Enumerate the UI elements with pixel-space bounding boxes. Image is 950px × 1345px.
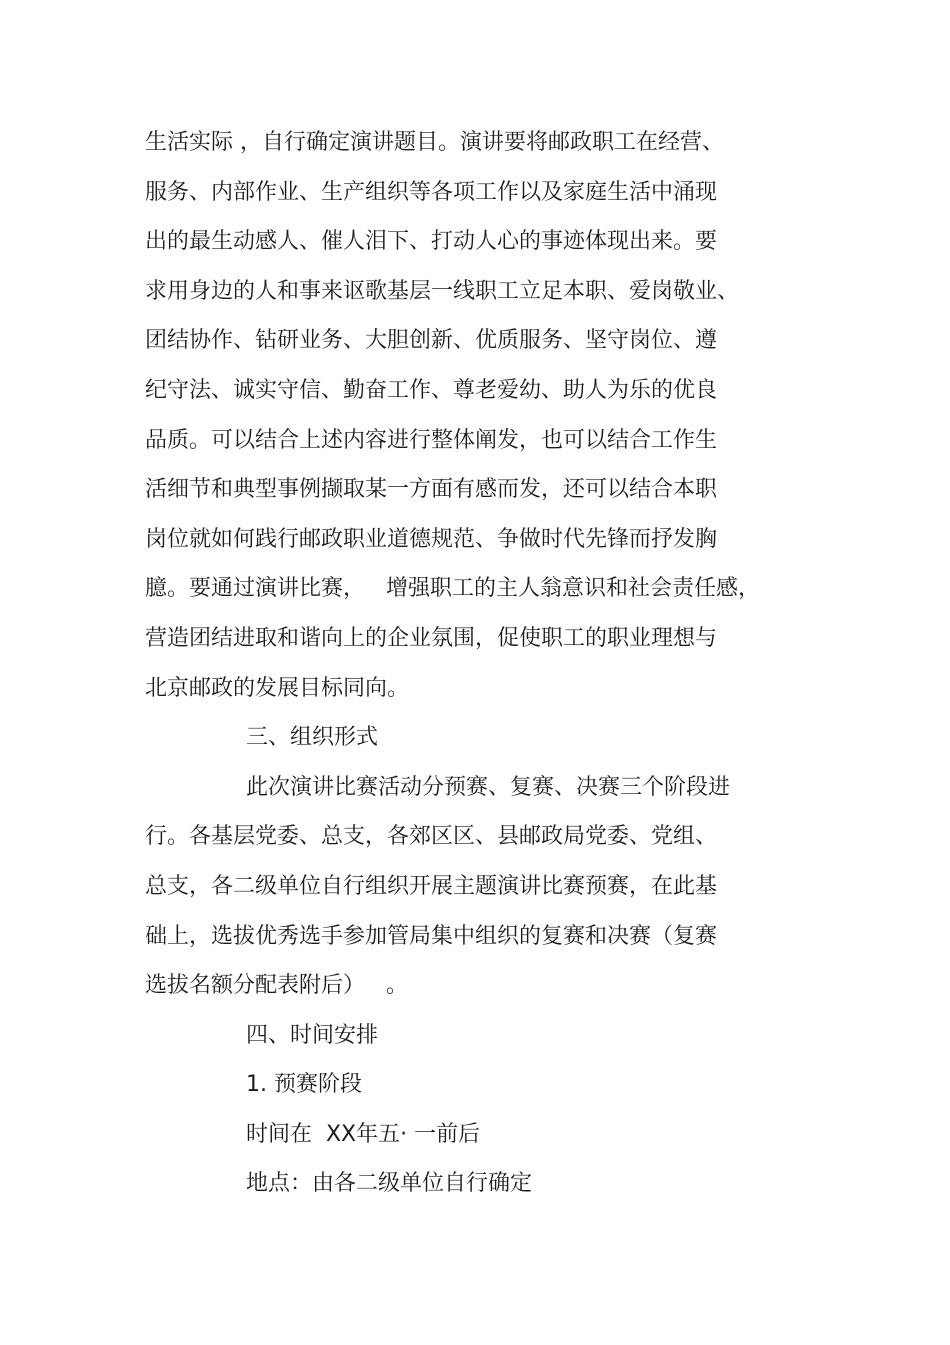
time-line: 时间在 XX年五· 一前后 <box>246 1121 481 1147</box>
paragraph-line: 活细节和典型事例撷取某一方面有感而发，还可以结合本职 <box>145 477 718 503</box>
paragraph-line: 北京邮政的发展目标同向。 <box>145 675 410 701</box>
paragraph-line: 岗位就如何践行邮政职业道德规范、争做时代先锋而抒发胸 <box>145 526 718 552</box>
paragraph-line: 臆。要通过演讲比赛， 增强职工的主人翁意识和社会责任感， <box>145 576 760 602</box>
paragraph-line: 此次演讲比赛活动分预赛、复赛、决赛三个阶段进 <box>246 774 731 800</box>
paragraph-line: 生活实际 ，自行确定演讲题目。演讲要将邮政职工在经营、 <box>145 130 724 155</box>
paragraph-line: 总支，各二级单位自行组织开展主题演讲比赛预赛，在此基 <box>145 873 718 899</box>
paragraph-line: 选拔名额分配表附后） 。 <box>145 973 408 999</box>
paragraph-line: 础上，选拔优秀选手参加管局集中组织的复赛和决赛（复赛 <box>145 923 718 949</box>
place-line: 地点：由各二级单位自行确定 <box>246 1171 533 1197</box>
paragraph-line: 出的最生动感人、催人泪下、打动人心的事迹体现出来。要 <box>145 229 718 255</box>
paragraph-line: 求用身边的人和事来讴歌基层一线职工立足本职、爱岗敬业、 <box>145 278 740 304</box>
paragraph-line: 行。各基层党委、总支，各郊区区、县邮政局党委、党组、 <box>145 824 718 850</box>
paragraph-line: 服务、内部作业、生产组织等各项工作以及家庭生活中涌现 <box>145 179 718 205</box>
document-body <box>145 118 785 1209</box>
paragraph-line: 品质。可以结合上述内容进行整体阐发，也可以结合工作生 <box>145 427 718 453</box>
section-heading-organization: 三、组织形式 <box>246 725 379 751</box>
paragraph-line: 营造团结进取和谐向上的企业氛围，促使职工的职业理想与 <box>145 625 718 651</box>
list-item-preliminary: 1. 预赛阶段 <box>246 1072 362 1098</box>
paragraph-line: 纪守法、诚实守信、勤奋工作、尊老爱幼、助人为乐的优良 <box>145 377 718 403</box>
section-heading-schedule: 四、时间安排 <box>246 1022 379 1048</box>
paragraph-line: 团结协作、钻研业务、大胆创新、优质服务、坚守岗位、遵 <box>145 328 718 354</box>
